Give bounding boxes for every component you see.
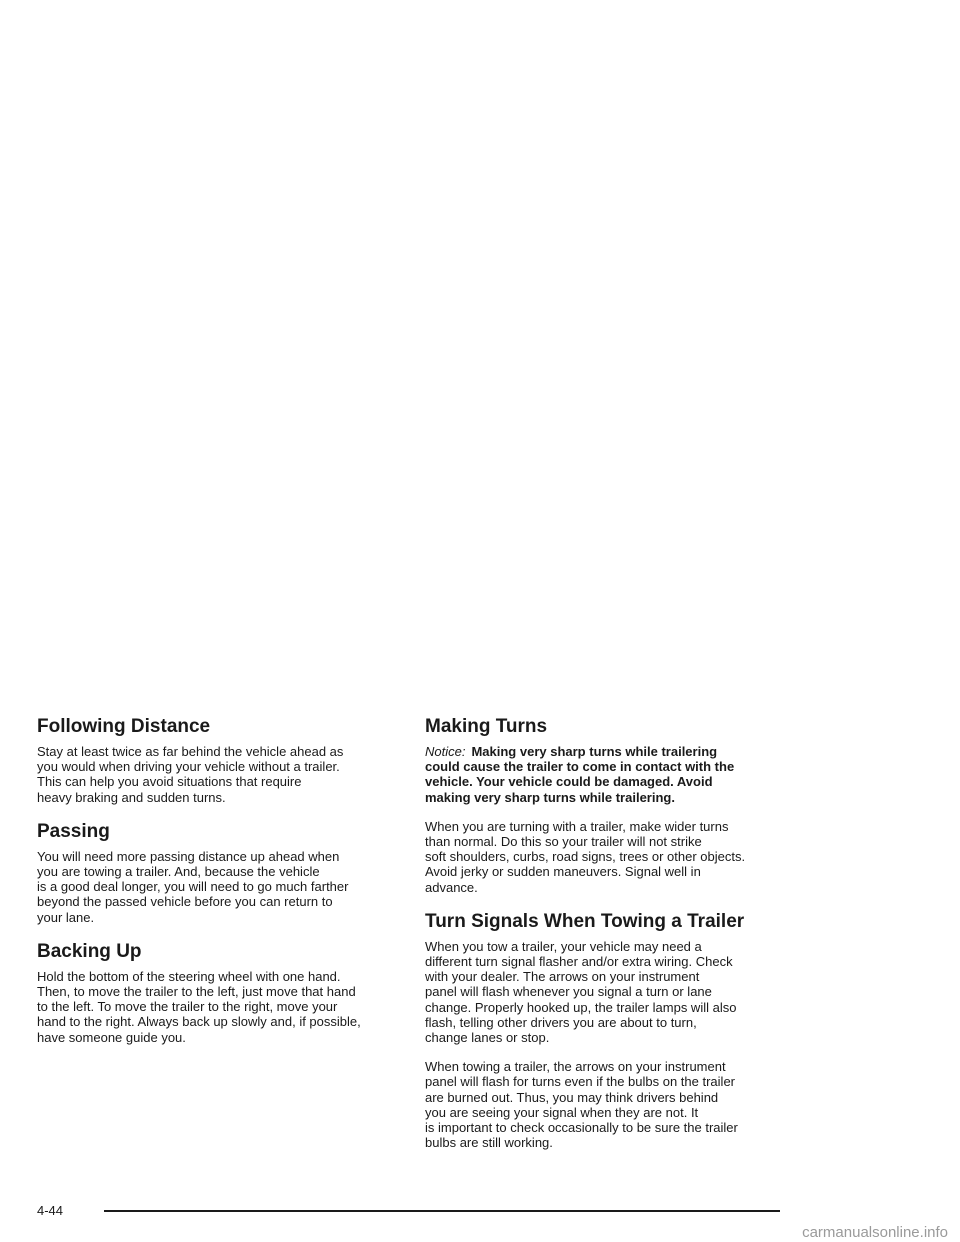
- heading-turn-signals: Turn Signals When Towing a Trailer: [425, 910, 745, 932]
- heading-making-turns: Making Turns: [425, 716, 548, 737]
- notice-label: Notice:: [425, 744, 466, 759]
- paragraph-following-distance: Stay at least twice as far behind the vehicle ahead as you would when driving your vehicle without a trailer. This can help you avoid situations that require heavy braking and sudden turns.: [37, 744, 344, 805]
- footer-rule: [104, 1210, 780, 1212]
- paragraph-turn-signals-2: When towing a trailer, the arrows on your instrument panel will flash for turns even if the bulbs on the trailer are burned out. Thus, you may think drivers behind you are seeing your signal when they are not. It is important to check occasionally to be sure the trailer bulbs are still working.: [425, 1059, 738, 1151]
- watermark-text: carmanualsonline.info: [802, 1224, 948, 1241]
- notice-text: Making very sharp turns while trailering could cause the trailer to come in contact with the vehicle. Your vehicle could be damaged. Avoid making very sharp turns while trailering.: [425, 744, 735, 805]
- heading-backing-up: Backing Up: [37, 940, 142, 962]
- paragraph-making-turns: When you are turning with a trailer, make wider turns than normal. Do this so your trailer will not strike soft shoulders, curbs, road signs, trees or other objects. Avoid jerky or sudden maneuvers. Signal well in advance.: [425, 818, 746, 895]
- notice-paragraph: [425, 744, 789, 805]
- page-number: 4-44: [37, 1203, 64, 1218]
- paragraph-passing: You will need more passing distance up ahead when you are towing a trailer. And, because the vehicle is a good deal longer, you will need to go much farther beyond the passed vehicle before you can return to your lane.: [37, 848, 349, 925]
- right-column: [425, 716, 789, 1164]
- paragraph-turn-signals-1: When you tow a trailer, your vehicle may need a different turn signal flasher and/or extra wiring. Check with your dealer. The arrows on your instrument panel will flash whenever you signal a turn or lane change. Properly hooked up, the trailer lamps will also flash, telling other drivers you are about to turn, change lanes or stop.: [425, 938, 737, 1046]
- heading-following-distance: Following Distance: [37, 716, 211, 737]
- heading-passing: Passing: [37, 820, 110, 842]
- paragraph-backing-up: Hold the bottom of the steering wheel with one hand. Then, to move the trailer to the left, just move that hand to the left. To move the trailer to the right, move your hand to the right. Always back up slowly and, if possible, have someone guide you.: [37, 968, 361, 1045]
- left-column: [37, 716, 395, 1059]
